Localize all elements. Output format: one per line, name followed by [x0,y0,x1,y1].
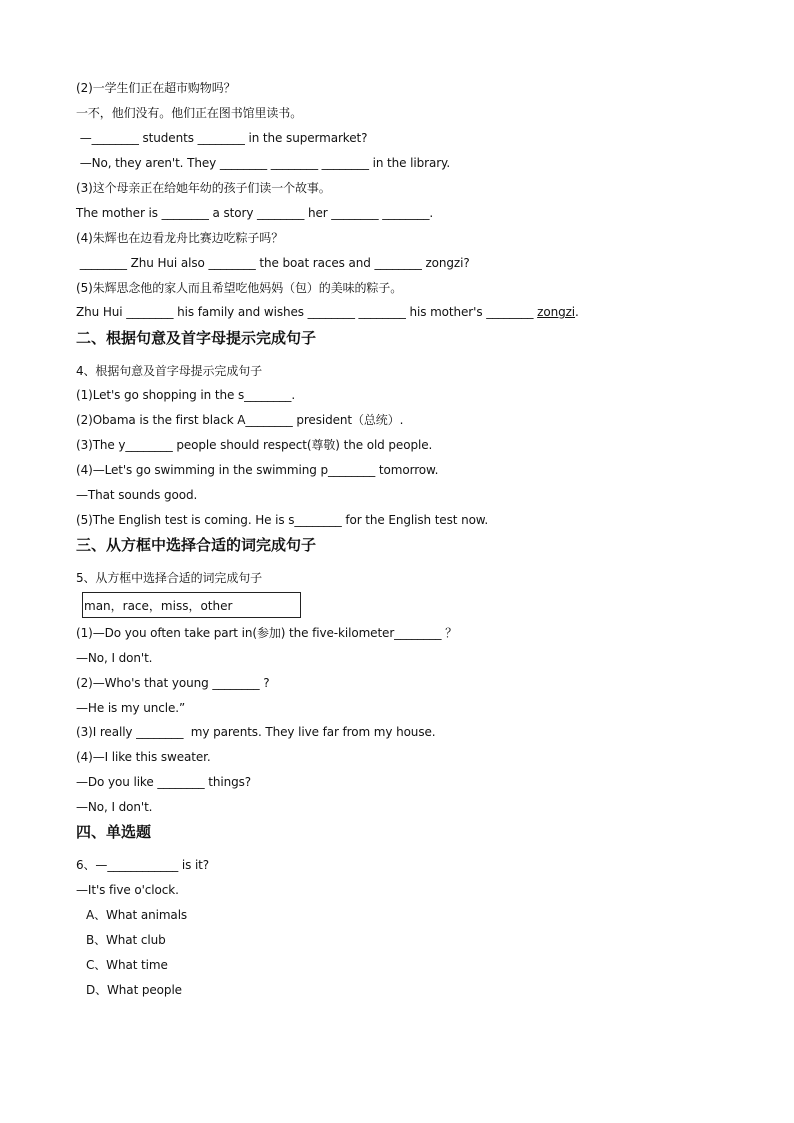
section4-heading: 四、单选题 [76,823,152,841]
q5-english [76,304,579,320]
mc-option-b[interactable]: B、What club [86,933,166,947]
s2-item-5: (5)The English test is coming. He is s________ for the English test now. [76,513,489,527]
q5-period: . [575,305,579,319]
s2-item-4-reply: —That sounds good. [76,488,198,502]
section3-heading: 三、从方框中选择合适的词完成句子 [76,536,317,554]
s2-item-3: (3)The y________ people should respect(尊敬) the old people. [76,438,433,452]
q5-underlined-word: zongzi [537,305,576,319]
q2-chinese: (2)一学生们正在超市购物吗？ [76,81,236,95]
s3-item-1-reply: —No, I don't. [76,651,153,665]
q3-english: The mother is ________ a story ________ her ________ ________. [76,206,434,220]
s3-item-1: (1)—Do you often take part in(参加) the five-kilometer________ ？ [76,626,457,640]
section2-heading: 二、根据句意及首字母提示完成句子 [76,329,317,347]
s3-item-2-reply: —He is my uncle.” [76,701,186,715]
s2-item-1: (1)Let's go shopping in the s________. [76,388,296,402]
s3-item-2: (2)—Who's that young ________ ? [76,676,270,690]
s3-item-4-question: —Do you like ________ things? [76,775,252,789]
mc-answer-line: —It's five o'clock. [76,883,179,897]
s2-item-2: (2)Obama is the first black A________ president（总统）. [76,413,404,427]
s3-item-3: (3)I really ________ my parents. They live far from my house. [76,725,436,739]
q3-chinese: (3)这个母亲正在给她年幼的孩子们读一个故事。 [76,181,331,195]
word-box-text: man，race，miss，other [84,599,233,613]
q4-chinese: (4)朱辉也在边看龙舟比赛边吃粽子吗？ [76,231,284,245]
q4-english: ________ Zhu Hui also ________ the boat races and ________ zongzi? [76,256,470,270]
s2-item-4: (4)—Let's go swimming in the swimming p________ tomorrow. [76,463,439,477]
section2-subtitle: 4、根据句意及首字母提示完成句子 [76,364,263,378]
mc-option-a[interactable]: A、What animals [86,908,188,922]
q2-english: —________ students ________ in the supermarket? [76,131,368,145]
q5-chinese: (5)朱辉思念他的家人而且希望吃他妈妈（包）的美味的粽子。 [76,281,403,295]
mc-question: 6、—____________ is it? [76,858,210,872]
s3-item-4-reply: —No, I don't. [76,800,153,814]
mc-option-c[interactable]: C、What time [86,958,168,972]
s3-item-4: (4)—I like this sweater. [76,750,211,764]
mc-option-d[interactable]: D、What people [86,983,182,997]
q5-english-text: Zhu Hui ________ his family and wishes ________ ________ his mother's ________ [76,305,538,319]
q2-english-answer: —No, they aren't. They ________ ________ ________ in the library. [76,156,451,170]
section3-subtitle: 5、从方框中选择合适的词完成句子 [76,571,263,585]
q2-chinese-answer: 一不，他们没有。他们正在图书馆里读书。 [76,106,303,120]
